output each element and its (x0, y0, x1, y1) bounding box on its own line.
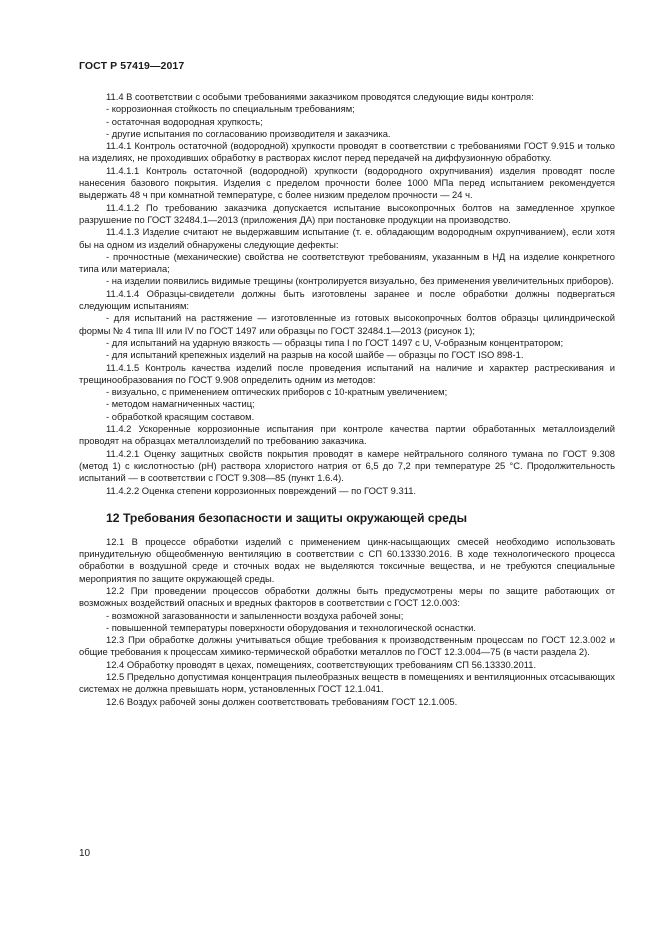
paragraph-12-2: 12.2 При проведении процессов обработки должны быть предусмотрены меры по защите работающих от возможных воздействий опасных и вредных факторов в соответствии с ГОСТ 12.0.003: (79, 584, 615, 609)
paragraph-11-4-1-5: 11.4.1.5 Контроль качества изделий после проведения испытаний на наличие и характер растрескивания и трещинообразования по ГОСТ 9.908 определить одним из методов: (79, 361, 615, 385)
document-header: ГОСТ Р 57419—2017 (79, 60, 185, 72)
paragraph-12-4: 12.4 Обработку проводят в цехах, помещениях, соответствующих требованиям СП 56.13330.2011. (106, 658, 537, 670)
list-item: - прочностные (механические) свойства не соответствуют требованиям, указанным в НД на изделие конкретного типа или материала; (79, 250, 615, 275)
paragraph-11-4-1-1: 11.4.1.1 Контроль остаточной (водородной) хрупкости (водородного охрупчивания) изделия проводят после нанесения базового покрытия. Изделия с пределом прочности более 1000 МПа перед испытанием рекомендуется выдержать 48 ч при комнатной температуре, с более низким пределом прочности — 24 ч. (79, 164, 615, 201)
paragraph-12-5: 12.5 Предельно допустимая концентрация пылеобразных веществ в помещениях и вентиляционных отсасывающих системах не должна превышать норм, установленных ГОСТ 12.1.041. (79, 671, 615, 695)
paragraph-11-4-2: 11.4.2 Ускоренные коррозионные испытания при контроле качества партии обработанных металлоизделий проводят на образцах металлоизделий по требованию заказчика. (79, 423, 615, 447)
paragraph-11-4-2-2: 11.4.2.2 Оценка степени коррозионных повреждений — по ГОСТ 9.311. (106, 484, 417, 496)
document-body (79, 91, 615, 708)
list-item: - для испытаний крепежных изделий на разрыв на косой шайбе — образцы по ГОСТ ISO 898-1. (106, 349, 524, 361)
paragraph-12-1: 12.1 В процессе обработки изделий с применением цинк-насыщающих смесей необходимо использовать принудительную общеобменную вентиляцию в соответствии с СП 60.13330.2016. В ходе технологического процесса обработки в воздушной среде и сточных водах не выделяются токсичные вещества, и не требуются специальные мероприятия по защите окружающей среды. (79, 535, 615, 584)
list-item: - на изделии появились видимые трещины (контролируется визуально, без применения увеличительных приборов). (106, 275, 614, 287)
list-item: - методом намагниченных частиц; (106, 398, 255, 410)
list-item: - другие испытания по согласованию производителя и заказчика. (106, 127, 391, 139)
paragraph-12-3: 12.3 При обработке должны учитываться общие требования к производственным процессам по ГОСТ 12.3.002 и общие требования к процессам химико-термической обработки металлов по ГОСТ 12.3.004—75 (в части раздела 2). (79, 634, 615, 658)
section-12-heading: 12 Требования безопасности и защиты окружающей среды (106, 510, 468, 525)
paragraph-11-4-1: 11.4.1 Контроль остаточной (водородной) хрупкости проводят в соответствии с требованиями ГОСТ 9.915 и только на изделиях, не проходивших обработку в растворах кислот перед передачей на диффузионную обработку. (79, 140, 615, 164)
paragraph-11-4-1-2: 11.4.1.2 По требованию заказчика допускается испытание высокопрочных болтов на замедленное хрупкое разрушение по ГОСТ 32484.1—2013 (приложения ДА) при постановке продукции на производство. (79, 201, 615, 225)
list-item: - коррозионная стойкость по специальным требованиям; (106, 103, 355, 115)
paragraph-11-4-1-4: 11.4.1.4 Образцы-свидетели должны быть изготовлены заранее и после обработки должны подвергаться следующим испытаниям: (79, 287, 615, 312)
paragraph-11-4-2-1: 11.4.2.1 Оценку защитных свойств покрытия проводят в камере нейтрального соляного тумана по ГОСТ 9.308 (метод 1) с кислотностью (pH) раствора хлористого натрия от 6,5 до 7,2 при температуре 25 °С. Продолжительность испытаний — в соответствии с ГОСТ 9.308—85 (пункт 1.6.4). (79, 447, 615, 484)
page-number: 10 (79, 848, 91, 859)
paragraph-11-4: 11.4 В соответствии с особыми требованиями заказчиком проводятся следующие виды контроля: (106, 91, 534, 102)
paragraph-11-4-1-3: 11.4.1.3 Изделие считают не выдержавшим испытание (т. е. обладающим водородным охрупчиванием), если хотя бы на одном из изделий обнаружены следующие дефекты: (79, 226, 615, 250)
list-item: - остаточная водородная хрупкость; (106, 115, 263, 127)
list-item: - для испытаний на растяжение — изготовленные из готовых высокопрочных болтов образцы цилиндрической формы № 4 типа III или IV по ГОСТ 1497 или образцы по ГОСТ 32484.1—2013 (рисунок 1); (79, 312, 615, 336)
list-item: - визуально, с применением оптических приборов с 10-кратным увеличением; (106, 386, 448, 398)
list-item: - повышенной температуры поверхности оборудования и технологической оснастки. (106, 621, 476, 633)
list-item: - обработкой красящим составом. (106, 410, 255, 422)
list-item: - для испытаний на ударную вязкость — образцы типа I по ГОСТ 1497 с U, V-образным концентратором; (106, 336, 564, 348)
paragraph-12-6: 12.6 Воздух рабочей зоны должен соответствовать требованиям ГОСТ 12.1.005. (106, 695, 458, 707)
list-item: - возможной загазованности и запыленности воздуха рабочей зоны; (106, 609, 404, 621)
